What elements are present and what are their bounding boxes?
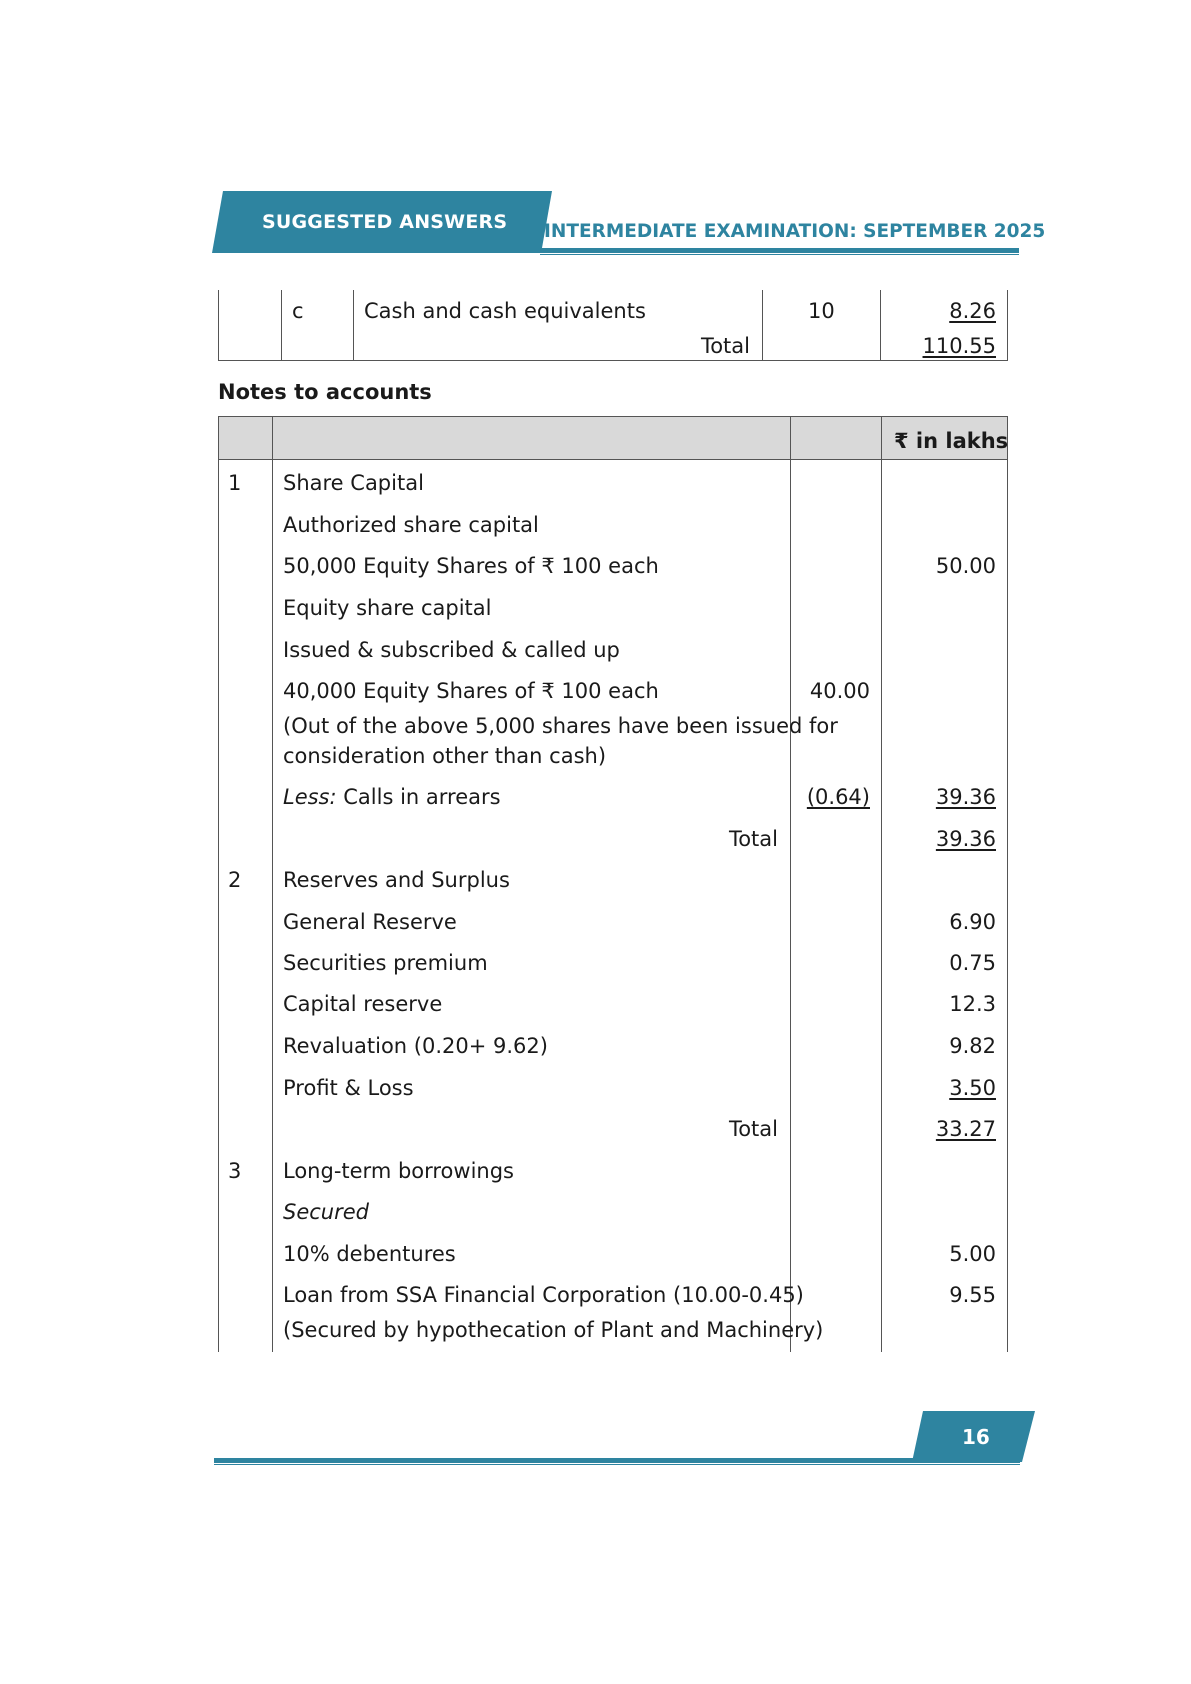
header-rule [540,248,1019,253]
debentures-label: 10% debentures [283,1242,456,1266]
note-title: Reserves and Surplus [283,868,510,892]
calls-in-arrears-amount: (0.64) [806,785,870,809]
authorized-amount: 50.00 [935,554,996,578]
reserve-item-amount: 12.3 [949,992,996,1016]
note1-total-amount: 39.36 [935,827,996,851]
exam-title: INTERMEDIATE EXAMINATION: SEPTEMBER 2025 [544,221,1046,242]
loan-amount: 9.55 [949,1283,996,1307]
equity-label: Equity share capital [283,596,492,620]
reserve-item-amount: 6.90 [949,910,996,934]
header-tab-label: SUGGESTED ANSWERS [262,211,508,233]
notes-header-row [218,417,1008,459]
page-number: 16 [962,1425,990,1449]
note-number: 1 [228,471,242,495]
note-title: Long-term borrowings [283,1159,514,1183]
row-letter: c [292,299,304,323]
reserve-item-label: General Reserve [283,910,457,934]
authorized-label: Authorized share capital [283,513,539,537]
notes-title: Notes to accounts [218,380,432,404]
note-number: 2 [228,868,242,892]
note1-total-label: Total [728,827,778,851]
loan-label: Loan from SSA Financial Corporation (10.00-0.45) [283,1283,804,1307]
header-rule-thin [540,254,1019,255]
reserve-item-label: Capital reserve [283,992,443,1016]
unit-header: ₹ in lakhs [894,429,1009,453]
row-label: Cash and cash equivalents [364,299,646,323]
issued-amount: 40.00 [809,679,870,703]
note-title: Share Capital [283,471,424,495]
footer-rule-thin [214,1464,1020,1465]
note2-total-amount: 33.27 [935,1117,996,1141]
reserve-item-label: Revaluation (0.20+ 9.62) [283,1034,548,1058]
authorized-line: 50,000 Equity Shares of ₹ 100 each [283,554,659,578]
reserve-item-label: Profit & Loss [283,1076,414,1100]
note2-total-label: Total [728,1117,778,1141]
note-number: 3 [228,1159,242,1183]
issued-note-line1: (Out of the above 5,000 shares have been issued for [283,714,838,738]
reserve-item-amount: 3.50 [949,1076,996,1100]
loan-security-note: (Secured by hypothecation of Plant and Machinery) [283,1318,824,1342]
secured-label: Secured [283,1200,369,1224]
total-amount: 110.55 [922,334,996,358]
reserve-item-amount: 0.75 [949,951,996,975]
reserve-item-label: Securities premium [283,951,488,975]
row-note-ref: 10 [808,299,835,323]
net-share-capital: 39.36 [935,785,996,809]
issued-line: 40,000 Equity Shares of ₹ 100 each [283,679,659,703]
calls-in-arrears-label: Less: Calls in arrears [283,785,501,809]
issued-note-line2: consideration other than cash) [283,744,607,768]
debentures-amount: 5.00 [949,1242,996,1266]
row-amount: 8.26 [949,299,996,323]
issued-label: Issued & subscribed & called up [283,638,620,662]
footer-rule [214,1458,1020,1463]
reserve-item-amount: 9.82 [949,1034,996,1058]
total-label: Total [700,334,750,358]
